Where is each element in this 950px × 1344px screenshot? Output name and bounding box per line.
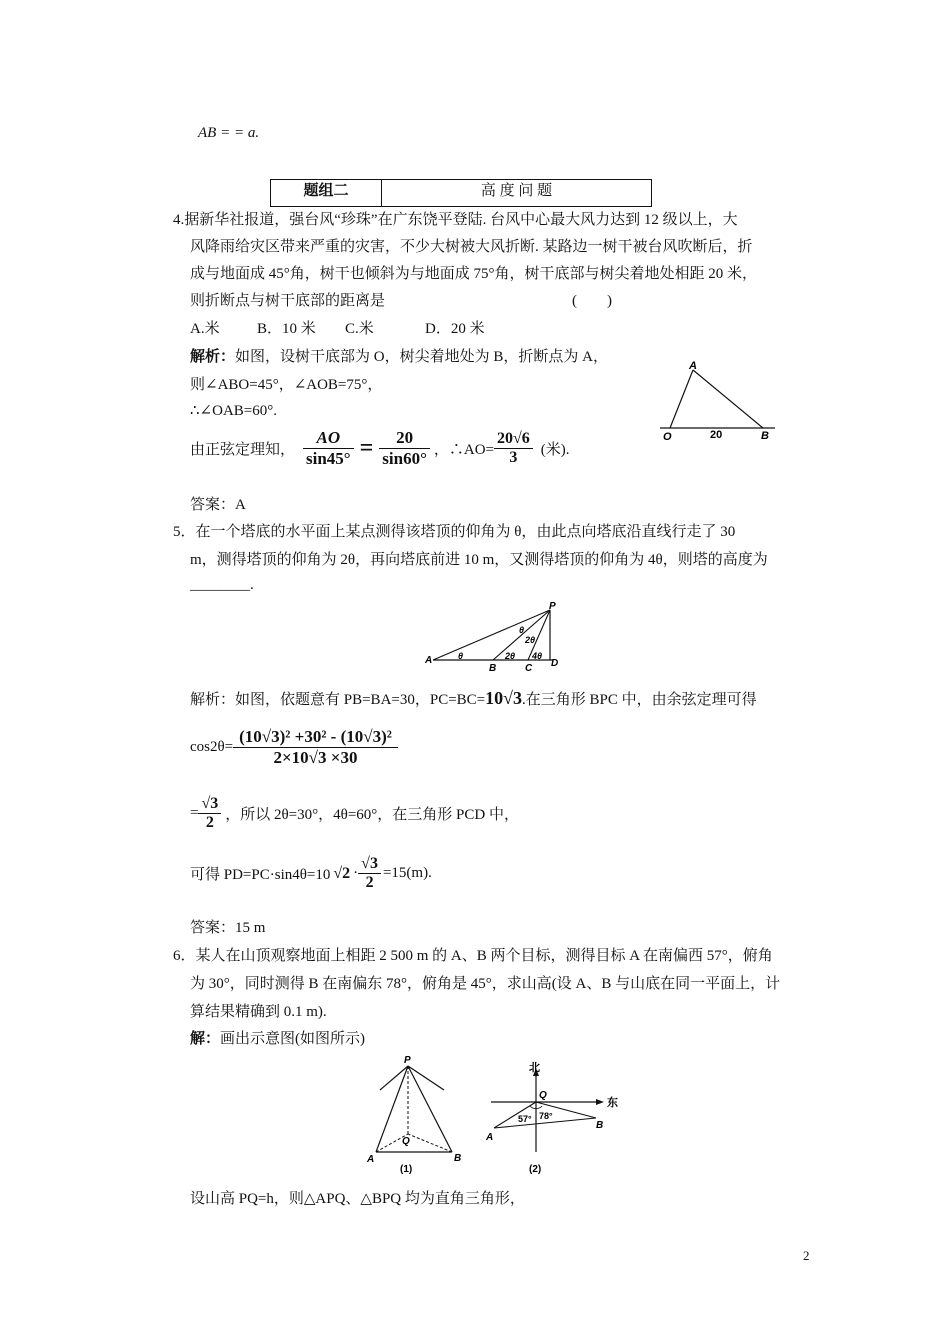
east-arrow xyxy=(596,1099,604,1105)
analysis-text-1: 解析：如图，依题意有 PB=BA=30，PC=BC= xyxy=(190,692,486,708)
group-title: 高 度 问 题 xyxy=(480,183,553,199)
frac1-den: sin45° xyxy=(306,449,351,468)
label-east: 东 xyxy=(607,1097,618,1109)
pd-frac xyxy=(358,855,381,892)
q4-line-4: 则折断点与树干底部的距离是 xyxy=(190,293,386,309)
label-a: A xyxy=(689,360,697,372)
cos-den: 2×10√3 ×30 xyxy=(273,748,358,767)
q5-line-2: m，测得塔顶的仰角为 2θ，再向塔底前进 10 m，又测得塔顶的仰角为 4θ，则塔的高度为 xyxy=(190,552,768,568)
q4-line-2: 风降雨给灾区带来严重的灾害，不少大树被大风折断. 某路边一树干被台风吹断后，折 xyxy=(190,239,753,255)
ab-rest: = = a. xyxy=(220,125,260,141)
pd-sqrt: √2 xyxy=(333,864,351,882)
label-a: A xyxy=(486,1132,494,1143)
cos-fraction xyxy=(233,727,398,768)
half-den: 2 xyxy=(205,814,214,831)
frac3-num: 20√6 xyxy=(494,430,533,449)
q4-analysis-3: ∴∠OAB=60°. xyxy=(190,403,277,419)
frac-ao-sin45 xyxy=(303,428,354,469)
q4-line-1: 4.据新华社报道，强台风“珍珠”在广东饶平登陆. 台风中心最大风力达到 12 级以上，大 xyxy=(173,212,738,228)
sine-prefix: 由正弦定理知， xyxy=(190,442,296,458)
page-number: 2 xyxy=(803,1248,810,1263)
frac-result xyxy=(494,430,533,467)
half-num: √3 xyxy=(198,795,221,814)
angle-57: 57° xyxy=(518,1114,532,1124)
label-d: D xyxy=(551,658,559,669)
angle-theta-a: θ xyxy=(458,651,464,661)
q5-line-1: 5．在一个塔底的水平面上某点测得该塔顶的仰角为 θ，由此点向塔底沿直线行走了 30 xyxy=(173,524,736,540)
label-q: Q xyxy=(402,1136,410,1147)
q6-solution xyxy=(190,1027,365,1048)
q4-paren: ( ) xyxy=(572,293,612,309)
q4-analysis-1 xyxy=(190,345,608,366)
q6-last-line: 设山高 PQ=h，则△APQ、△BPQ 均为直角三角形， xyxy=(190,1191,525,1207)
q4-line-3: 成与地面成 45°角，树干也倾斜为与地面成 75°角，树干底部与树尖着地处相距 20 米， xyxy=(190,266,758,282)
q4-sine-rule xyxy=(190,428,570,469)
q5-analysis-1 xyxy=(190,688,757,709)
angle-theta-p: θ xyxy=(519,625,525,635)
eq-prefix: = xyxy=(190,805,199,821)
label-a: A xyxy=(367,1154,375,1165)
label-p: P xyxy=(404,1055,411,1066)
label-q: Q xyxy=(539,1090,547,1101)
angle-2theta-p: 2θ xyxy=(525,635,536,645)
angle-4theta-c: 4θ xyxy=(532,651,543,661)
pd-result: =15(m). xyxy=(382,865,432,881)
label-north: 北 xyxy=(529,1062,540,1074)
pc-value: 10√3 xyxy=(485,688,523,708)
angle-78: 78° xyxy=(539,1111,553,1121)
angle-2theta-b: 2θ xyxy=(505,651,516,661)
half-sqrt3 xyxy=(198,795,221,832)
q4-option-c: C.米 xyxy=(345,321,374,337)
eq-rest: ，所以 2θ=30°，4θ=60°，在三角形 PCD 中， xyxy=(225,807,519,823)
analysis-label: 解析： xyxy=(190,349,236,365)
pd-dot: · xyxy=(353,865,359,881)
q4-triangle-figure xyxy=(655,358,780,443)
line-bq xyxy=(408,1134,452,1152)
q4-option-d: D．20 米 xyxy=(425,321,485,337)
analysis-text: 如图，设树干底部为 O，树尖着地处为 B，折断点为 A， xyxy=(235,349,608,365)
label-a: A xyxy=(425,655,433,666)
label-b: B xyxy=(454,1153,462,1164)
analysis-text-2: .在三角形 BPC 中，由余弦定理可得 xyxy=(522,692,757,708)
cos-prefix: cos2θ= xyxy=(190,739,234,755)
q6-figure-1 xyxy=(362,1052,472,1177)
q5-line-3: ________. xyxy=(190,577,254,593)
q6-line-3: 算结果精确到 0.1 m). xyxy=(190,1004,327,1020)
label-c: C xyxy=(525,663,533,672)
q5-tower-figure xyxy=(425,600,565,672)
pd-frac-num: √3 xyxy=(358,855,381,874)
q5-answer: 答案：15 m xyxy=(190,920,266,936)
unit-text: (米). xyxy=(540,442,570,458)
label-b: B xyxy=(489,663,497,672)
q6-line-2: 为 30°，同时测得 B 在南偏东 78°，俯角是 45°，求山高(设 A、B 与山底在同一平面上，计 xyxy=(190,976,781,992)
solution-label: 解： xyxy=(190,1031,221,1047)
pd-frac-den: 2 xyxy=(365,874,374,891)
q5-result-line xyxy=(190,795,519,832)
frac3-den: 3 xyxy=(509,449,518,466)
label-b: B xyxy=(761,430,769,442)
q4-answer: 答案：A xyxy=(190,497,246,513)
q4-option-a: A.米 xyxy=(190,321,220,337)
q6-figure-2 xyxy=(486,1056,626,1178)
line-pb xyxy=(408,1066,452,1152)
q5-cos-formula xyxy=(190,727,398,768)
q5-pd-line xyxy=(190,855,432,892)
label-p: P xyxy=(549,601,556,612)
caption-1: (1) xyxy=(400,1164,413,1175)
ab-label: AB xyxy=(198,125,217,141)
broken-line xyxy=(693,370,763,428)
group-table xyxy=(270,179,652,207)
caption-2: (2) xyxy=(529,1164,542,1175)
frac-20-sin60 xyxy=(379,428,430,469)
q6-line-1: 6．某人在山顶观察地面上相距 2 500 m 的 A、B 两个目标，测得目标 A 在南偏西 57°，俯角 xyxy=(173,948,773,964)
pd-prefix: 可得 PD=PC·sin4θ=10 xyxy=(190,867,331,883)
solution-text: 画出示意图(如图所示) xyxy=(220,1031,366,1047)
top-equation xyxy=(198,125,259,142)
equals-sign: = xyxy=(359,435,374,461)
q4-analysis-2: 则∠ABO=45°，∠AOB=75°， xyxy=(190,377,383,393)
q4-option-b: B．10 米 xyxy=(257,321,316,337)
group-label: 题组二 xyxy=(271,180,382,206)
label-b: B xyxy=(596,1120,604,1131)
horizon-right xyxy=(408,1066,444,1090)
frac2-num: 20 xyxy=(379,428,430,449)
conclude-text: ，∴AO= xyxy=(433,442,495,458)
frac2-den: sin60° xyxy=(382,449,427,468)
trunk-line xyxy=(670,370,693,428)
label-o: O xyxy=(663,431,672,443)
frac1-num: AO xyxy=(303,428,354,449)
label-20: 20 xyxy=(710,429,723,441)
cos-num: (10√3)² +30² - (10√3)² xyxy=(233,727,398,748)
